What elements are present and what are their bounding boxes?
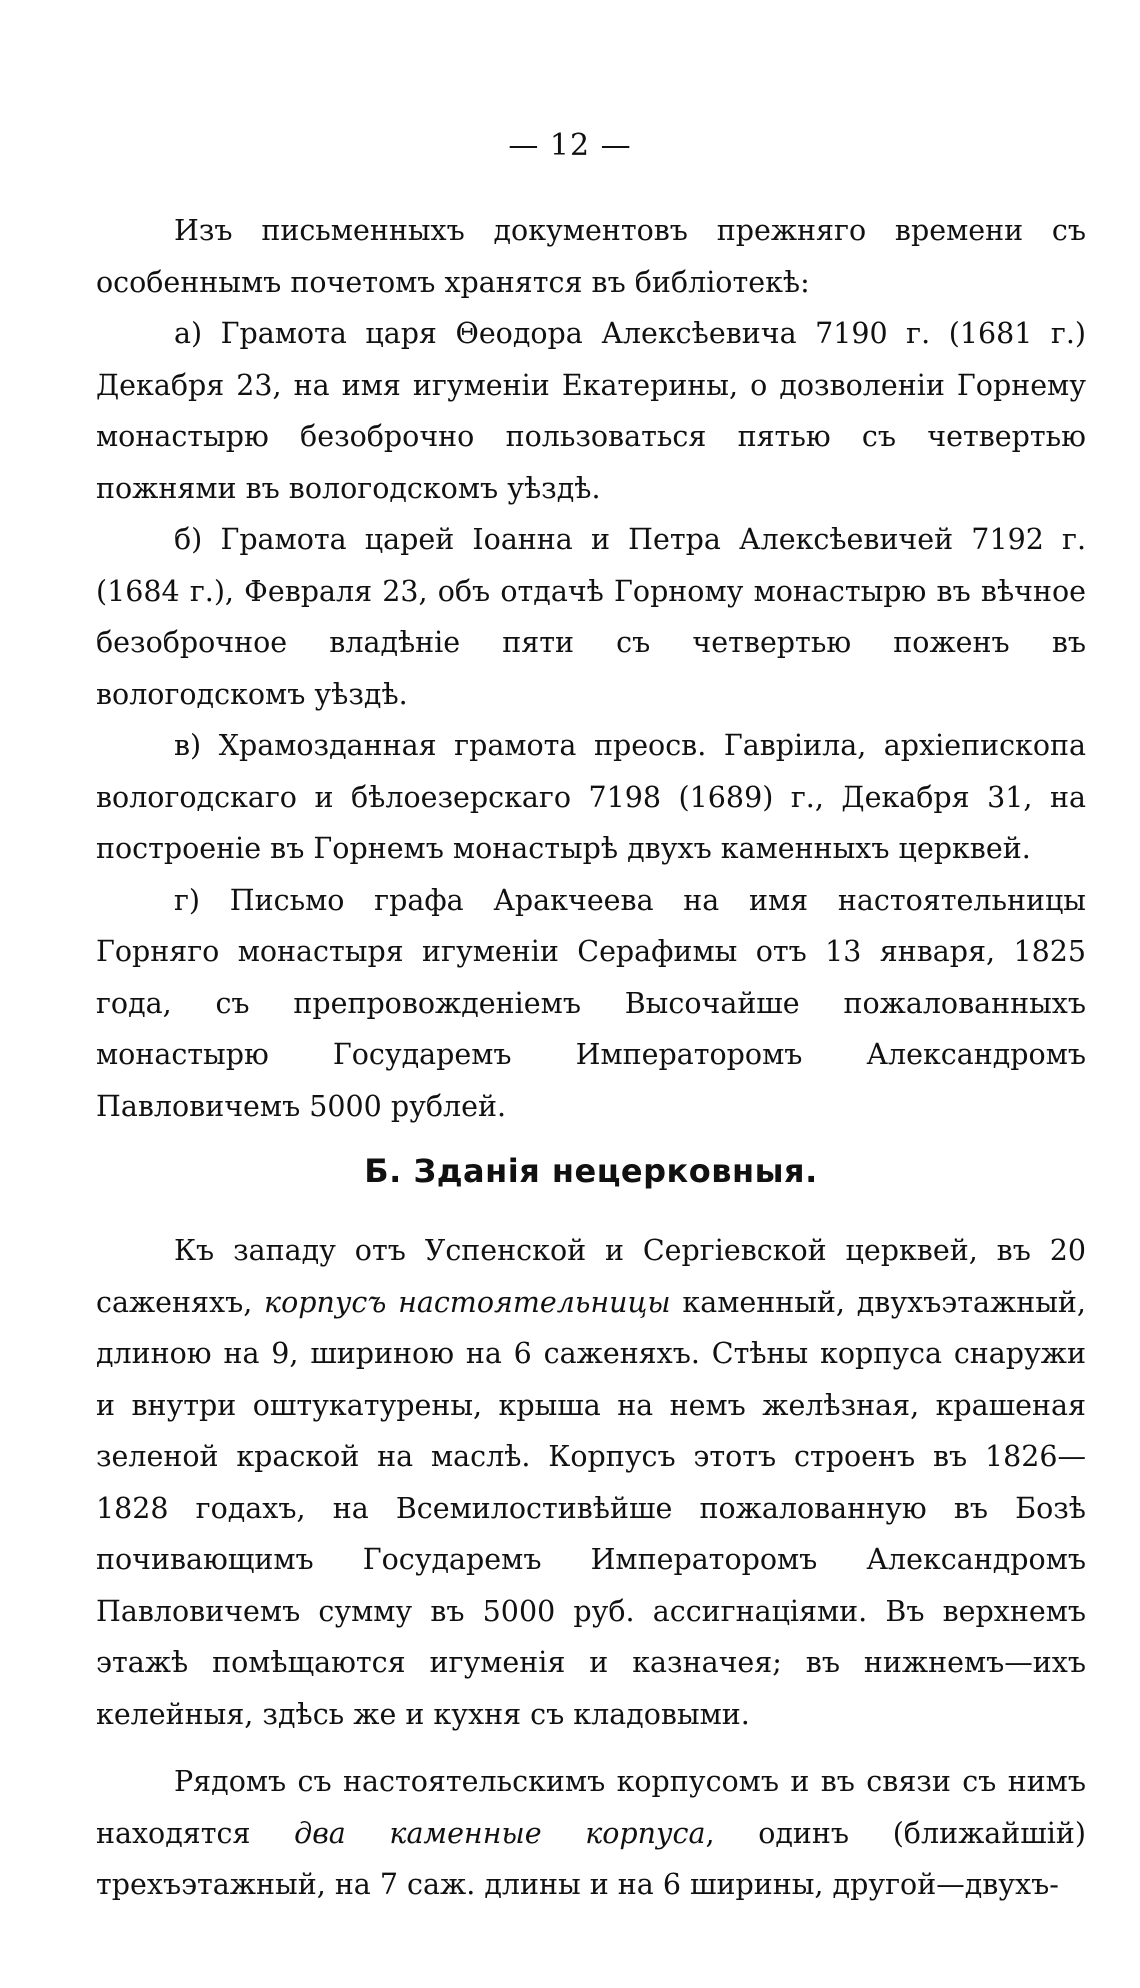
italic-term-stone-buildings: два каменные корпуса bbox=[294, 1816, 706, 1850]
list-item-a: а) Грамота царя Θеодора Алексѣевича 7190 г. (1681 г.) Декабря 23, на имя игуменіи Екатерины, о дозволеніи Горнему монастырю безоброчно пользоваться пятью съ четвертью пожнями въ вологодскомъ уѣздѣ. bbox=[96, 317, 1086, 505]
list-item-g: г) Письмо графа Аракчеева на имя настоятельницы Горняго монастыря игуменіи Серафимы отъ 13 января, 1825 года, съ препровожденіемъ Высочайше пожалованныхъ монастырю Государемъ Императоромъ Александромъ Павловичемъ 5000 рублей. bbox=[96, 883, 1086, 1123]
body-paragraph-2-start: Рядомъ съ настоятельскимъ корпусомъ и въ связи съ нимъ находятся bbox=[96, 1765, 1086, 1850]
list-item-v: в) Храмозданная грамота преосв. Гавріила, архіепископа вологодскаго и бѣлоезерскаго 7198 (1689) г., Декабря 31, на построеніе въ Горнемъ монастырѣ двухъ каменныхъ церквей. bbox=[96, 729, 1086, 865]
section-heading: Б. Зданія нецерковныя. bbox=[364, 1152, 818, 1190]
body-paragraph-2 bbox=[96, 1756, 1086, 1911]
list-item-b: б) Грамота царей Іоанна и Петра Алексѣевичей 7192 г. (1684 г.), Февраля 23, объ отдачѣ Горному монастырю въ вѣчное безоброчное владѣніе пяти съ четвертью поженъ въ вологодскомъ уѣздѣ. bbox=[96, 523, 1086, 711]
body-paragraph-1-end: каменный, двухъэтажный, длиною на 9, шириною на 6 саженяхъ. Стѣны корпуса снаружи и внутри оштукатурены, крыша на немъ желѣзная, крашеная зеленой краской на маслѣ. Корпусъ этотъ строенъ въ 1826—1828 годахъ, на Всемилостивѣйше пожалованную въ Бозѣ почивающимъ Государемъ Императоромъ Александромъ Павловичемъ сумму въ 5000 руб. ассигнаціями. Въ верхнемъ этажѣ помѣщаются игуменія и казначея; въ нижнемъ—ихъ келейныя, здѣсь же и кухня съ кладовыми. bbox=[96, 1285, 1086, 1731]
page-number: — 12 — bbox=[508, 128, 632, 163]
body-paragraph-1 bbox=[96, 1225, 1086, 1740]
page-text bbox=[96, 205, 1086, 1911]
body-paragraph-1-start: Къ западу отъ Успенской и Сергіевской церквей, въ 20 саженяхъ, bbox=[96, 1234, 1086, 1319]
body-paragraph-2-end: , одинъ (ближайшій) трехъэтажный, на 7 саж. длины и на 6 ширины, другой—двухъ- bbox=[96, 1816, 1086, 1901]
intro-paragraph: Изъ письменныхъ документовъ прежняго времени съ особеннымъ почетомъ хранятся въ библіотекѣ: bbox=[96, 214, 1086, 299]
italic-term-abbess-building: корпусъ настоятельницы bbox=[264, 1285, 671, 1319]
